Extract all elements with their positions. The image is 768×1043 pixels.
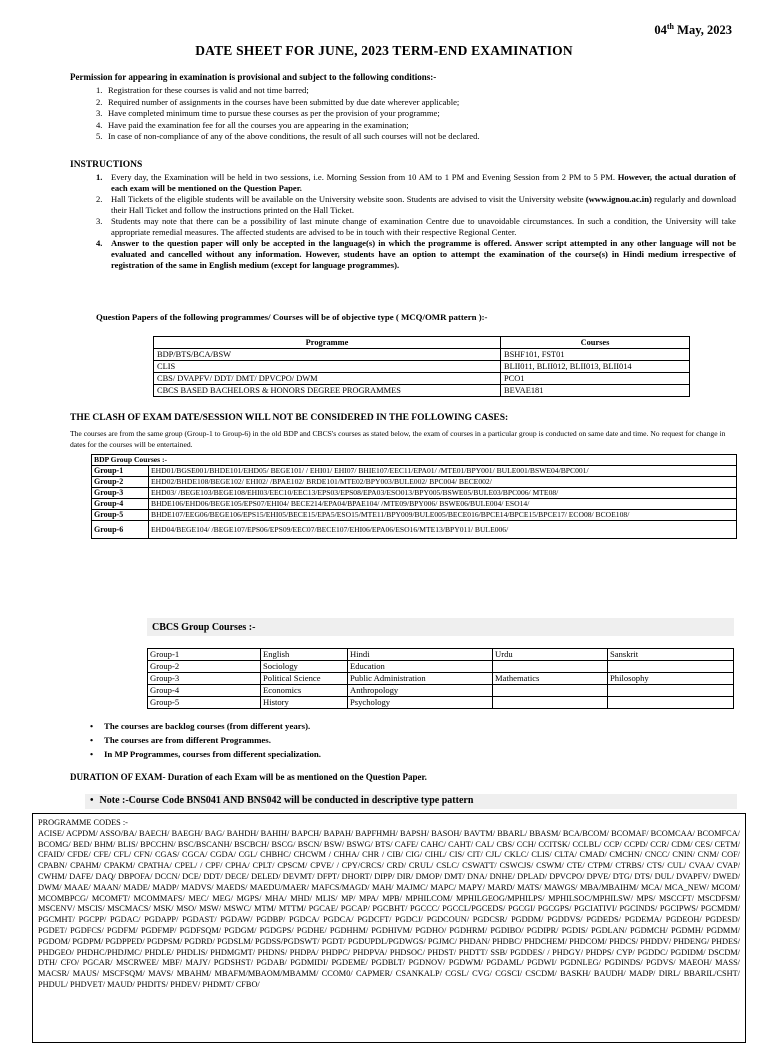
table-row: Group-4 BHDE106/EHD06/BEGE105/EPS07/EHI04/ BECE214/EPA04/BPAE104/ /MTE09/BPY006/ BSWE06/BULE004/ ESO14/	[92, 499, 737, 510]
table-row: CBCS BASED BACHELORS & HONORS DEGREE PROGRAMMES BEVAE181	[154, 385, 690, 397]
table-header: BDP Group Courses :-	[92, 455, 737, 466]
page-title: DATE SHEET FOR JUNE, 2023 TERM-END EXAMINATION	[195, 43, 573, 58]
programme-codes-box	[32, 813, 746, 1043]
clash-note: The courses are from the same group (Group-1 to Group-6) in the old BDP and CBCS's courses as stated below, the exam of courses in a particular group is conducted on same date and time. No request for change in dates for the courses will be entertained.	[70, 429, 726, 449]
clash-heading: THE CLASH OF EXAM DATE/SESSION WILL NOT BE CONSIDERED IN THE FOLLOWING CASES:	[70, 413, 509, 423]
table-row: CLIS BLII011, BLII012, BLII013, BLII014	[154, 361, 690, 373]
bdp-group-table	[91, 454, 737, 539]
col-programme: Programme	[154, 337, 501, 349]
duration-note: DURATION OF EXAM- Duration of each Exam will be as mentioned on the Question Paper.	[70, 772, 427, 782]
instruction-item: 4. Answer to the question paper will only be accepted in the language(s) in which the programme is offered. Answer script attempted in any other language will not be evaluated and cancelled without any information. However, students have an option to attempt the examination of the course(s) in Hindi medium irrespective of registration of the same in English medium (except for language programmes).	[96, 238, 736, 270]
table-row: Group-1 EHD01/BGSE001/BHDE101/EHD05/ BEGE101/ / EHI01/ EHI07/ BHIE107/EEC11/EPA01/ /MTE01/BPY001/ BULE001/BSWE04/BPC001/	[92, 466, 737, 477]
table-row: BDP/BTS/BCA/BSW BSHF101, FST01	[154, 349, 690, 361]
permission-heading: Permission for appearing in examination is provisional and subject to the following conditions:-	[70, 72, 437, 82]
permission-item: 5. In case of non-compliance of any of the above conditions, the result of all such courses will not be declared.	[96, 131, 480, 141]
list-item: • In MP Programmes, courses from different specialization.	[90, 749, 321, 759]
programme-codes-text: ACISE/ ACPDM/ ASSO/BA/ BAECH/ BAEGH/ BAG/ BAHDH/ BAHIH/ BAPCH/ BAPAH/ BAPFHMH/ BAPSH/ BASOH/ BAVTM/ BBARL/ BBASM/ BCA/BCOM/ BCOMAF/ BCOMCAA/ BCOMFCA/ BCOMG/ BED/ BHM/ BLIS/ BPCCHN/ BSC/BSCANH/ BSCBCH/ BSCG/ BSCN/ BSW/ BSWG/ BTS/ CAFE/ CAHC/ CAHT/ CAL/ CBS/ CCH/ CCITSK/ CCLBL/ CCP/ CCPD/ CCR/ CDM/ CES/ CETM/ CFAID/ CFDE/ CFE/ CFL/ CFN/ CGAS/ CGCA/ CGDA/ CGL/ CHBHC/ CHCWM / CHHA/ CHR / CIB/ CIG/ CIHL/ CIS/ CIT/ CJL/ CKLC/ CLIS/ CLTA/ CMAD/ CMCHN/ CNCC/ CNIN/ CNM/ COF/ CPABN/ CPAHM/ CPAKM/ CPATHA/ CPEL/ / CPF/ CPHA/ CPLT/ CPSCM/ CPVE/ / CPY/CRCS/ CRD/ CRUL/ CSLC/ CSWATT/ CSWCJS/ CSWM/ CTE/ CTPM/ CTRBS/ CTS/ CUL/ CVAA/ CVAP/ CWHM/ DAFE/ DAQ/ DBPOFA/ DCCN/ DCE/ DDT/ DECE/ DELED/ DEVMT/ DFPT/ DHORT/ DIPP/ DIR/ DMOP/ DMT/ DNA/ DNHE/ DPLAD/ DPVCPO/ DPVE/ DTG/ DTS/ DUL/ DVAPFV/ DWED/ DWM/ MAAE/ MAAN/ MADE/ MADP/ MADVS/ MAEDS/ MAEDU/MAER/ MAFCS/MAGD/ MAH/ MAJMC/ MAPC/ MAPY/ MARD/ MATS/ MAWGS/ MBA/MBAIHM/ MCA/ MCA_NEW/ MCOM/ MCOMBPCG/ MCOMFT/ MCOMMAFS/ MEC/ MEG/ MGPS/ MHA/ MHD/ MLIS/ MP/ MPA/ MPB/ MPHILCOM/ MPHILGEOG/MPHILPS/ MPHILSOC/MPHILSW/ MPS/ MSCCFT/ MSCDFSM/ MSCENV/ MSCIS/ MSCMACS/ MSK/ MSO/ MSW/ MSWC/ MTM/ MTTM/ PGCAE/ PGCAP/ PGCBHT/ PGCCC/ PGCCL/PGCEDS/ PGCGI/ PGCGPS/ PGCIATIVI/ PGCINDS/ PGCIPWS/ PGCMDM/ PGCMHT/ PGCPP/ PGDAC/ PGDAPP/ PGDAST/ PGDAW/ PGDBP/ PGDCA/ PGDCA/ PGDCFT/ PGDCJ/ PGDCOUN/ PGDCSR/ PGDDM/ PGDDVS/ PGDEDS/ PGDEMA/ PGDEOH/ PGDESD/ PGDET/ PGDFCS/ PGDFM/ PGDFMP/ PGDFSQM/ PGDGM/ PGDGPS/ PGDHE/ PGDHHM/ PGDHIVM/ PGDHO/ PGDHRM/ PGDIBO/ PGDIPR/ PGDIS/ PGDLAN/ PGDMCH/ PGDMH/ PGDMM/ PGDOM/ PGDPM/ PGDPPED/ PGDPSM/ PGDRD/ PGDSLM/ PGDSS/PGDSWT/ PGDT/ PGDUPDL/PGDWGS/ PGJMC/ PHDAN/ PHDBC/ PHDCHEM/ PHDCOM/ PHDCS/ PHDDV/ PHDENG/ PHDES/ PHDGEO/ PHDHC/PHDJMC/ PHDLE/ PHDLIS/ PHDMGMT/ PHDNS/ PHDPA/ PHDPC/ PHDPVA/ PHDSOC/ PHDST/ PHDTT/ SSB/ PGDDES/ / PHDGY/ PHDPS/ CYP/ PGDDC/ PGDIDM/ DSCDM/ DTH/ CFO/ PGCAR/ MSCRWEE/ MBF/ MAJY/ PGDSHST/ PGDAB/ PGDMIDI/ PGDEME/ PGDBLT/ PGDNOV/ PGDWM/ PGDAML/ PGDWI/ PGDNLEG/ PGDINDS/ PGDVS/ MAEOH/ MASS/ MACSR/ MAUS/ MSCFSQM/ MAVS/ MBAHM/ MBAFM/MBAOM/MBAMM/ CCOM0/ CAPMER/ CSANKALP/ CGSL/ CVG/ CGSCI/ CSCDM/ BASKH/ BAUDH/ MADP/ DIRL/ BBARIL/CSHT/ PHDUL/ PHDVET/ MAUD/ PHDITS/ PHDEV/ PHDMT/ CFBO/	[38, 828, 740, 989]
permission-list	[96, 85, 736, 143]
instruction-item: 2. Hall Tickets of the eligible students will be available on the University website soon. Students are advised to visit the University website (www.ignou.ac.in) regularly and download their Hall Ticket and follow the instructions printed on the Hall Ticket.	[96, 194, 736, 215]
permission-item: 1. Registration for these courses is valid and not time barred;	[96, 85, 309, 95]
permission-item: 3. Have completed minimum time to pursue these courses as per the provision of your programme;	[96, 108, 440, 118]
table-row: Group-5 BHDE107/EEG06/BEGE106/EPS15/EHI05/BECE15/EPA5/ESO15/MTE11/BPY009/BULE005/BECE016/BPCE14/BPCE15/BPCE17/ ECO08/ BCOE108/	[92, 510, 737, 521]
clash-bullets	[90, 719, 321, 761]
instruction-item: 1. Every day, the Examination will be held in two sessions, i.e. Morning Session from 10 AM to 1 PM and Evening Session from 2 PM to 5 PM. However, the actual duration of each exam will be mentioned on the Question Paper.	[96, 172, 736, 193]
table-header	[154, 337, 690, 349]
instruction-item: 3. Students may note that there can be a possibility of last minute change of examination Centre due to unavoidable circumstances. In such a condition, the University will take appropriate remedial measures. The affected students are advised to be in touch with their respective Regional Center.	[96, 216, 736, 237]
cbcs-heading: CBCS Group Courses :-	[152, 622, 256, 633]
instructions-list	[96, 172, 736, 271]
list-item: • The courses are from different Programmes.	[90, 735, 271, 745]
issue-date: 04th May, 2023	[654, 22, 732, 38]
table-row: Group-3 Political Science Public Administration Mathematics Philosophy	[148, 673, 734, 685]
table-row: Group-6 EHD04/BEGE104/ /BEGE107/EPS06/EPS09/EEC07/BECE107/EHI06/EPA06/ESO16/MTE13/BPY011/ BULE006/	[92, 521, 737, 539]
table-row: Group-4 Economics Anthropology	[148, 685, 734, 697]
table-row: Group-1 English Hindi Urdu Sanskrit	[148, 649, 734, 661]
permission-item: 2. Required number of assignments in the courses have been submitted by due date wherever applicable;	[96, 96, 460, 107]
cbcs-group-table	[147, 648, 734, 709]
descriptive-note: • Note :-Course Code BNS041 AND BNS042 will be conducted in descriptive type pattern	[90, 795, 474, 806]
programme-codes-heading: PROGRAMME CODES :-	[38, 818, 128, 827]
instructions-heading: INSTRUCTIONS	[70, 160, 143, 170]
table-row: Group-5 History Psychology	[148, 697, 734, 709]
col-courses: Courses	[501, 337, 690, 349]
table-row: Group-2 EHD02/BHDE108/BEGE102/ EHI02/ /BPAE102/ BRDE101/MTE02/BPY003/BULE002/ BPC004/ BECE002/	[92, 477, 737, 488]
list-item: • The courses are backlog courses (from different years).	[90, 721, 311, 731]
table-row: Group-2 Sociology Education	[148, 661, 734, 673]
table-row: Group-3 EHD03/ /BEGE103/BEGE108/EHI03/EEC10/EEC13/EPS03/EPS08/EPA03/ESO013/BPY005/BSWE05/BULE03/BPC006/ MTE08/	[92, 488, 737, 499]
objective-heading: Question Papers of the following programmes/ Courses will be of objective type ( MCQ/OMR pattern ):-	[96, 312, 488, 322]
website-link[interactable]: (www.ignou.ac.in)	[585, 194, 652, 204]
objective-table	[153, 336, 690, 397]
permission-item: 4. Have paid the examination fee for all the courses you are appearing in the examination;	[96, 119, 409, 130]
table-row: CBS/ DVAPFV/ DDT/ DMT/ DPVCPO/ DWM PCO1	[154, 373, 690, 385]
